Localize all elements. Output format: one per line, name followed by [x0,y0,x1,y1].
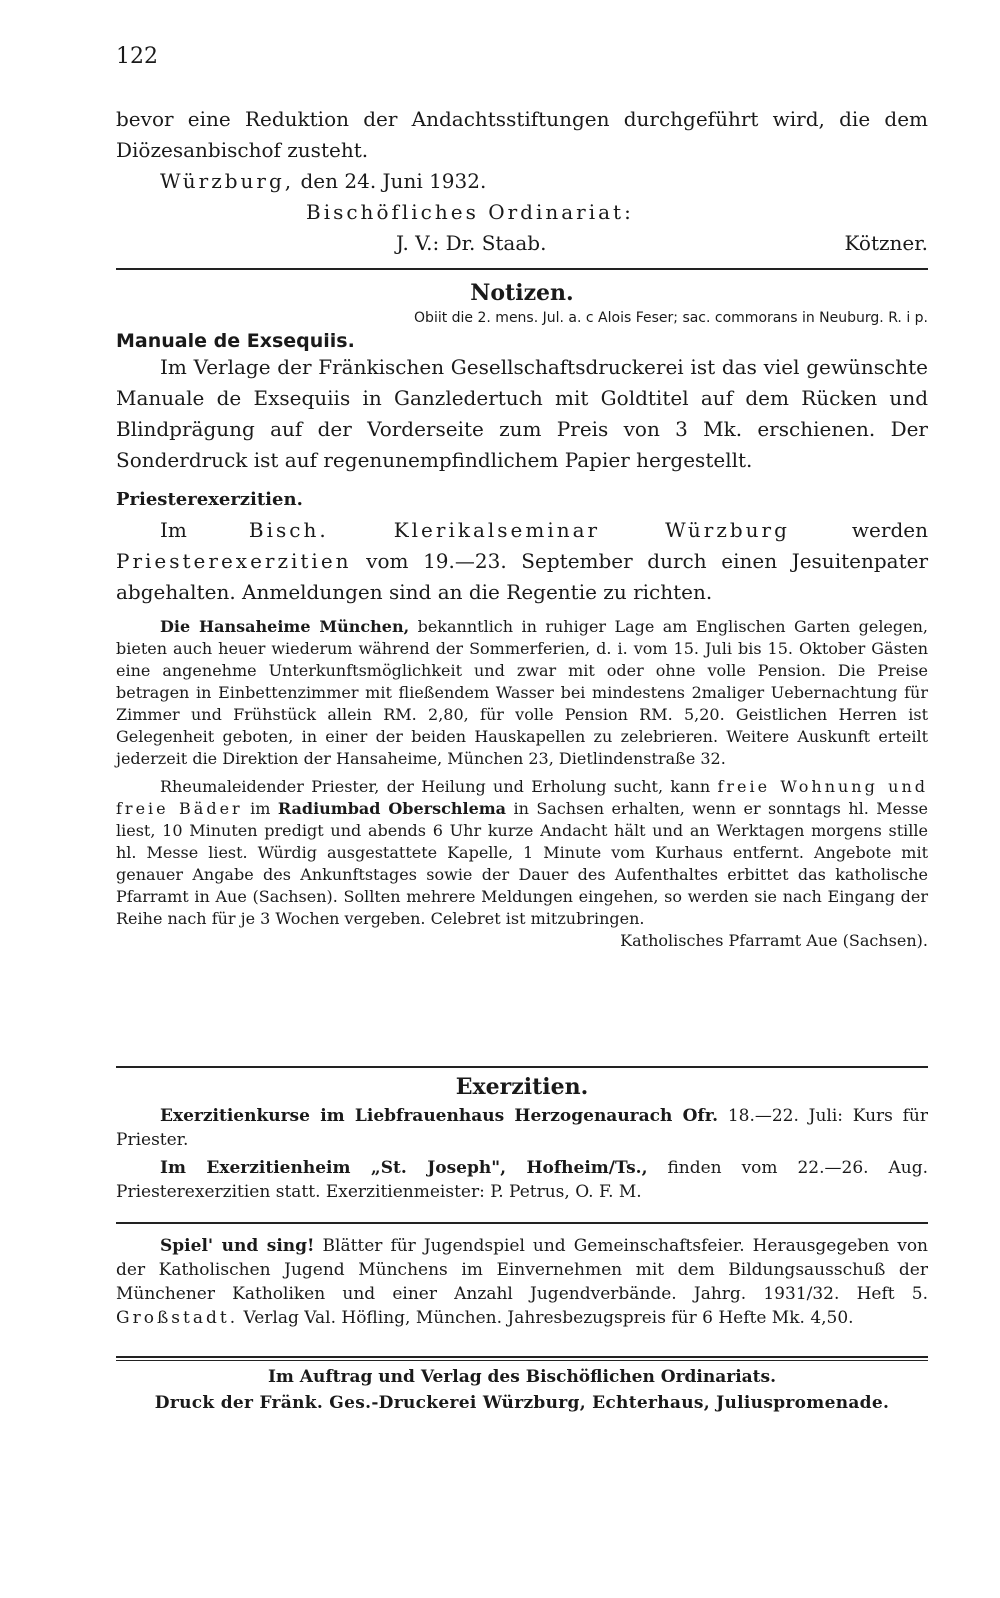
imprint [116,1364,928,1416]
hansaheime-paragraph [116,616,928,770]
exerzitien-section [116,1074,928,1204]
imprint-line-1: Im Auftrag und Verlag des Bischöflichen Ordinariats. [267,1367,777,1387]
priester-title: Priesterexerzitien. [116,489,303,510]
place-name: Würzburg, [160,169,295,193]
rheuma-signature: Katholisches Pfarramt Aue (Sachsen). [620,931,928,950]
bold-text: Radiumbad Oberschlema [277,799,507,818]
divider [116,1360,928,1361]
manuale-paragraph: Im Verlage der Fränkischen Gesellschaftsdruckerei ist das viel gewünschte Manuale de Exsequiis in Ganzledertuch mit Goldtitel auf dem Rücken und Blindprägung auf der Vorderseite zum Preis von 3 Mk. erschienen. Der Sonderdruck ist auf regenunempfindlichem Papier hergestellt. [116,355,928,472]
spaced-text: Großstadt. [116,1308,239,1328]
obituary-line: Obiit die 2. mens. Jul. a. c Alois Feser; sac. commorans in Neuburg. R. i p. [414,310,928,326]
bold-text: Exerzitienkurse im Liebfrauenhaus Herzogenaurach Ofr. [160,1106,719,1126]
signature-line [116,228,928,259]
divider [116,1066,928,1068]
bold-text: Im Exerzitienheim „St. Joseph", Hofheim/Ts., [160,1158,648,1178]
text-span: Blätter für Jugendspiel und Gemeinschaftsfeier. Herausgegeben von der Katholischen Jugend Münchens im Einvernehmen mit dem Bildungsausschuß der Münchener Katholiken und einer Anzahl Jugendverbände. Jahrg. 1931/32. Heft 5. [116,1236,929,1304]
text-span: 18.—22. Juli: Kurs für Priester. [116,1106,928,1150]
imprint-line-2: Druck der Fränk. Ges.-Druckerei Würzburg, Echterhaus, Juliuspromenade. [154,1393,890,1413]
signer-right: Kötzner. [844,231,928,255]
office-line: Bischöfliches Ordinariat: [306,200,634,224]
text-span: bekanntlich in ruhiger Lage am Englischen Garten gelegen, bieten auch heuer wiederum während der Sommerferien, d. i. vom 15. Juli bis 15. Oktober Gästen eine angenehme Unterkunftsmöglichkeit und zwar mit oder ohne volle Pension. Die Preise betragen in Einbettenzimmer mit fließendem Wasser bei mindestens 2maliger Uebernachtung für Zimmer und Frühstück allein RM. 2,80, für volle Pension RM. 5,20. Geistlichen Herren ist Gelegenheit geboten, in einer der beiden Hauskapellen zu zelebrieren. Weitere Auskunft erteilt jederzeit die Direktion der Hansaheime, München 23, Dietlindenstraße 32. [116,617,929,768]
exerzitien-item-2 [116,1156,928,1204]
spiel-paragraph [116,1234,928,1330]
bold-text: Spiel' und sing! [160,1236,315,1256]
notizen-heading: Notizen. [470,280,574,306]
exerzitien-heading: Exerzitien. [455,1074,589,1100]
divider [116,268,928,270]
intro-paragraph: bevor eine Reduktion der Andachtsstiftungen durchgeführt wird, die dem Diözesanbischof zusteht. [116,107,928,162]
divider [116,1356,928,1358]
text-span: vom 19.—23. September durch einen Jesuitenpater abgehalten. Anmeldungen sind an die Regentie zu richten. [116,549,928,604]
text-span: finden vom 22.—26. Aug. Priesterexerzitien statt. Exerzitienmeister: P. Petrus, O. F. M. [116,1158,929,1202]
rheuma-paragraph [116,776,928,930]
signer-left: J. V.: Dr. Staab. [396,231,547,255]
date-text: den 24. Juni 1932. [294,169,487,193]
text-span: im [242,799,278,818]
text-span: Verlag Val. Höfling, München. Jahresbezugspreis für 6 Hefte Mk. 4,50. [238,1308,854,1328]
intro-section [116,104,928,259]
notizen-section [116,280,928,952]
text-span: Rheumaleidender Priester, der Heilung und Erholung sucht, kann [160,777,718,796]
page-number: 122 [116,44,158,69]
manuale-title: Manuale de Exsequiis. [116,330,355,352]
spaced-text: freie Wohnung und freie Bäder [116,777,928,818]
spiel-section [116,1234,928,1330]
text-span: werden [789,518,928,542]
exerzitien-item-1 [116,1104,928,1152]
bold-text: Die Hansaheime München, [160,617,410,636]
spaced-text: Bisch. Klerikalseminar Würzburg [248,518,790,542]
text-span: in Sachsen erhalten, wenn er sonntags hl. Messe liest, 10 Minuten predigt und abends 6 Uhr kurze Andacht hält und an Werktagen morgens stille hl. Messe liest. Würdig ausgestattete Kapelle, 1 Minute vom Kurhaus entfernt. Angebote mit genauer Angabe des Ankunftstages sowie der Dauer des Aufenthaltes erbittet das katholische Pfarramt in Aue (Sachsen). Sollten mehrere Meldungen eingehen, so werden sie nach Eingang der Reihe nach für je 3 Wochen vergeben. Celebret ist mitzubringen. [116,799,928,928]
text-span: Im [160,518,249,542]
priester-paragraph [116,515,928,608]
spaced-text: Priesterexerzitien [116,549,352,573]
divider [116,1222,928,1224]
place-date [116,166,928,197]
